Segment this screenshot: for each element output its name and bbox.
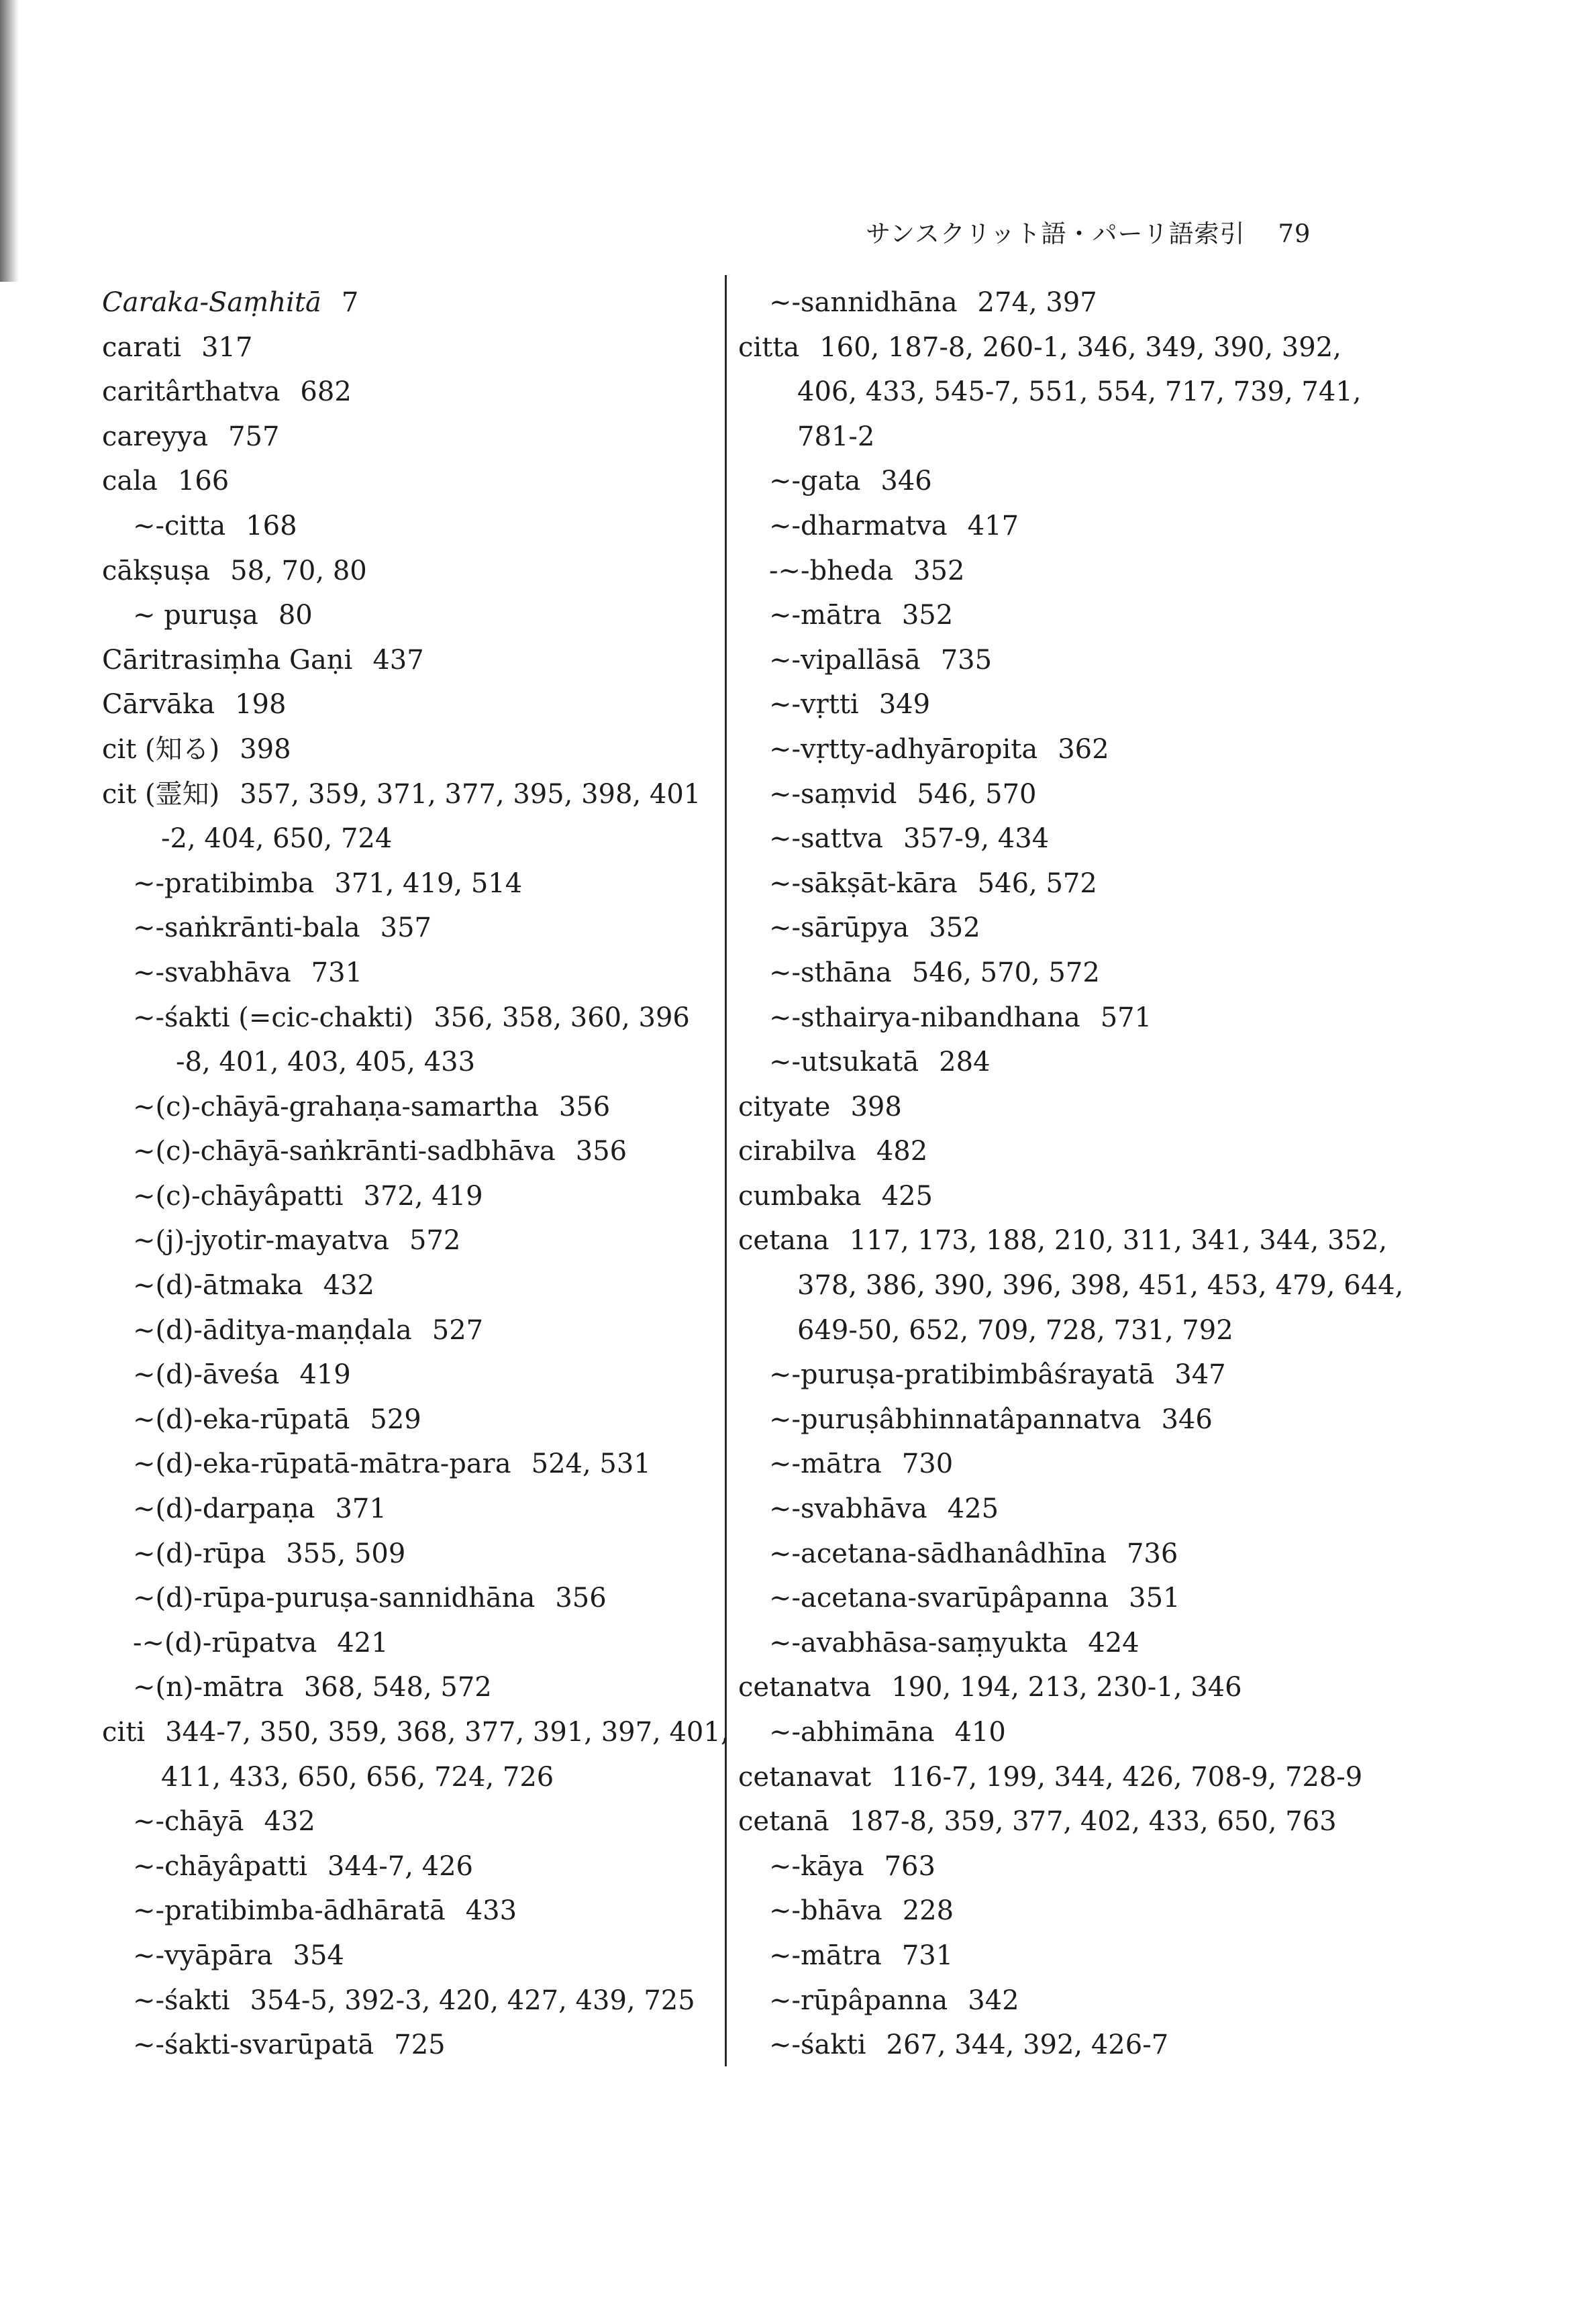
- index-term: ∼(c)-chāyâpatti: [133, 1180, 344, 1212]
- index-subentry: [738, 861, 1342, 906]
- page-references: 342: [968, 1985, 1019, 2016]
- page-references: 736: [1126, 1538, 1178, 1569]
- index-term: ∼-bhāva: [769, 1895, 882, 1927]
- page-references: 432: [323, 1270, 374, 1302]
- index-term: ∼-svabhāva: [133, 957, 291, 988]
- index-subentry: [738, 1710, 1342, 1755]
- page-references: 421: [337, 1627, 389, 1658]
- index-term: ∼-utsukatā: [769, 1047, 919, 1078]
- index-entry: [738, 1799, 1342, 1844]
- index-subentry: [738, 280, 1342, 325]
- page-references: 425: [947, 1493, 999, 1525]
- index-term: carati: [102, 331, 182, 363]
- index-term: ∼-sthāna: [769, 957, 892, 988]
- index-subentry: [738, 682, 1342, 727]
- index-subentry: [738, 1442, 1342, 1487]
- index-term: ∼-puruṣa-pratibimbâśrayatā: [769, 1359, 1155, 1391]
- index-entry: [738, 1174, 1342, 1219]
- index-subentry: [738, 951, 1342, 996]
- index-term: ∼-gata: [769, 466, 861, 497]
- page-references: 398: [240, 733, 291, 765]
- index-subentry: [738, 504, 1342, 549]
- index-term: ∼-mātra: [769, 1448, 882, 1480]
- page-references: 410: [954, 1717, 1006, 1748]
- index-term: ∼-mātra: [769, 600, 882, 631]
- index-term: ∼-pratibimba-ādhāratā: [133, 1895, 446, 1927]
- index-term: -8, 401, 403, 405, 433: [176, 1047, 476, 1078]
- page-references: 757: [228, 421, 280, 452]
- page-references: 730: [901, 1448, 954, 1480]
- page-references: 419: [299, 1359, 351, 1391]
- index-continuation: [738, 1308, 1342, 1353]
- index-term: ∼-rūpâpanna: [769, 1985, 948, 2016]
- page-references: 425: [881, 1180, 933, 1212]
- index-subentry: [102, 1799, 706, 1844]
- page-references: 725: [394, 2029, 446, 2061]
- index-subentry: [738, 906, 1342, 951]
- page-references: 731: [311, 957, 363, 988]
- page-references: 166: [177, 466, 230, 497]
- page-references: 527: [432, 1314, 484, 1346]
- index-term: ∼-acetana-svarūpâpanna: [769, 1583, 1109, 1614]
- index-term: 411, 433, 650, 656, 724, 726: [161, 1761, 554, 1793]
- index-term: -∼-bheda: [769, 555, 894, 586]
- index-subentry: [738, 1844, 1342, 1889]
- index-continuation: [102, 1755, 706, 1800]
- index-subentry: [738, 816, 1342, 861]
- index-continuation: [738, 1263, 1404, 1308]
- index-subentry: [102, 1085, 706, 1130]
- page-references: 371: [335, 1493, 387, 1525]
- page-references: 735: [940, 644, 993, 676]
- index-term: ∼-śakti-svarūpatā: [133, 2029, 374, 2061]
- index-term: cetanatva: [738, 1672, 872, 1703]
- page-references: 524, 531: [531, 1448, 651, 1480]
- page-references: 80: [278, 600, 313, 631]
- page-references: 357: [380, 912, 432, 944]
- index-entry: [102, 727, 706, 772]
- index-subentry: [102, 1576, 706, 1621]
- index-subentry: [738, 593, 1342, 638]
- index-term: cit (霊知): [102, 778, 220, 810]
- page-references: 355, 509: [286, 1538, 406, 1569]
- page-references: 187-8, 359, 377, 402, 433, 650, 763: [849, 1806, 1337, 1838]
- index-term: cetanavat: [738, 1761, 872, 1793]
- index-term: ∼-mātra: [769, 1940, 882, 1971]
- index-subentry: [102, 1308, 706, 1353]
- index-term: cit (知る): [102, 733, 220, 765]
- index-term: ∼-puruṣâbhinnatâpannatva: [769, 1404, 1142, 1435]
- page-references: 362: [1058, 733, 1109, 765]
- index-entry: [102, 772, 706, 817]
- index-term: ∼-sattva: [769, 823, 883, 855]
- index-term: ∼(c)-chāyā-saṅkrānti-sadbhāva: [133, 1136, 556, 1167]
- page-references: 352: [929, 912, 980, 944]
- index-subentry: [102, 1487, 706, 1532]
- index-subentry: [102, 1263, 706, 1308]
- index-term: ∼-vṛtti: [769, 689, 859, 721]
- index-term: ∼-avabhāsa-saṃyukta: [769, 1627, 1068, 1658]
- page-references: 682: [300, 376, 352, 408]
- index-subentry: [102, 1218, 706, 1263]
- page-references: 116-7, 199, 344, 426, 708-9, 728-9: [891, 1761, 1363, 1793]
- index-subentry: [738, 772, 1342, 817]
- index-term: ∼-śakti (=cic-chakti): [133, 1002, 414, 1033]
- column-divider: [725, 275, 727, 2066]
- index-subentry: [738, 1353, 1342, 1397]
- index-subentry: [102, 861, 706, 906]
- page-references: 346: [1161, 1404, 1213, 1435]
- running-title: サンスクリット語・パーリ語索引: [866, 219, 1246, 248]
- index-subentry: [102, 1665, 706, 1710]
- index-subentry: [102, 1174, 706, 1219]
- page-references: 117, 173, 188, 210, 311, 341, 344, 352,: [849, 1225, 1388, 1257]
- index-subentry: [738, 1040, 1342, 1085]
- index-subentry: [738, 1978, 1342, 2023]
- index-term: ∼(d)-rūpa-puruṣa-sannidhāna: [133, 1583, 536, 1614]
- index-entry: [102, 415, 706, 460]
- index-term: careyya: [102, 421, 209, 452]
- page-references: 357, 359, 371, 377, 395, 398, 401: [240, 778, 701, 810]
- index-subentry: [738, 727, 1342, 772]
- index-term: cala: [102, 466, 158, 497]
- page-references: 529: [370, 1404, 421, 1435]
- index-term: caritârthatva: [102, 376, 281, 408]
- index-continuation: [102, 816, 706, 861]
- page-references: 433: [465, 1895, 517, 1927]
- index-term: ∼-svabhāva: [769, 1493, 927, 1525]
- index-term: 649-50, 652, 709, 728, 731, 792: [797, 1314, 1233, 1346]
- index-term: 781-2: [797, 421, 875, 452]
- page-references: 267, 344, 392, 426-7: [886, 2029, 1169, 2061]
- index-subentry: [102, 1844, 706, 1889]
- page-references: 344-7, 350, 359, 368, 377, 391, 397, 401,: [165, 1717, 729, 1748]
- index-subentry: [738, 996, 1342, 1041]
- index-subentry: [102, 1934, 706, 1978]
- index-term: Cāritrasiṃha Gaṇi: [102, 644, 353, 676]
- index-entry: [738, 1665, 1342, 1710]
- index-term: ∼-abhimāna: [769, 1717, 935, 1748]
- page-references: 7: [341, 287, 359, 318]
- index-term: ∼(d)-rūpa: [133, 1538, 266, 1569]
- index-term: ∼-śakti: [133, 1985, 230, 2016]
- index-term: 378, 386, 390, 396, 398, 451, 453, 479, 644,: [797, 1270, 1404, 1302]
- index-subentry: [738, 1934, 1342, 1978]
- index-term: cetana: [738, 1225, 829, 1257]
- page-references: 356: [555, 1583, 607, 1614]
- index-term: ∼(c)-chāyā-grahaṇa-samartha: [133, 1091, 539, 1122]
- index-term: ∼-śakti: [769, 2029, 866, 2061]
- page-references: 344-7, 426: [327, 1850, 473, 1882]
- page-references: 356, 358, 360, 396: [434, 1002, 690, 1033]
- index-term: ∼-vṛtty-adhyāropita: [769, 733, 1038, 765]
- page-references: 731: [901, 1940, 954, 1971]
- index-subentry: [102, 996, 706, 1041]
- index-subentry: [102, 2023, 706, 2068]
- page-header: [866, 213, 1317, 250]
- index-subentry: [738, 459, 1342, 504]
- page-references: 368, 548, 572: [303, 1672, 492, 1703]
- page-references: 58, 70, 80: [230, 555, 367, 586]
- index-term: ∼-sannidhāna: [769, 287, 958, 318]
- index-subentry: [738, 1487, 1342, 1532]
- page-references: 763: [884, 1850, 935, 1882]
- index-term: ∼(d)-ātmaka: [133, 1270, 303, 1302]
- index-term: ∼-sākṣāt-kāra: [769, 867, 958, 899]
- index-subentry: [102, 1532, 706, 1577]
- index-continuation: [102, 1040, 706, 1085]
- index-term: ∼-dharmatva: [769, 510, 948, 541]
- index-subentry: [102, 1397, 706, 1442]
- index-term: ∼(d)-āveśa: [133, 1359, 280, 1391]
- index-subentry: [102, 1621, 706, 1666]
- index-subentry: [738, 1532, 1342, 1577]
- index-entry: [102, 638, 706, 683]
- index-term: ∼(d)-eka-rūpatā: [133, 1404, 350, 1435]
- index-term: -∼(d)-rūpatva: [133, 1627, 317, 1658]
- index-term: cetanā: [738, 1806, 829, 1838]
- index-continuation: [738, 415, 1342, 460]
- index-term: ∼(d)-darpaṇa: [133, 1493, 315, 1525]
- page-references: 572: [409, 1225, 461, 1257]
- index-term: ∼-sthairya-nibandhana: [769, 1002, 1080, 1033]
- index-column-right: [738, 280, 1404, 2068]
- page-references: 228: [902, 1895, 954, 1927]
- page-references: 168: [246, 510, 297, 541]
- index-subentry: [738, 1889, 1342, 1934]
- index-term: Cārvāka: [102, 689, 215, 721]
- page-references: 372, 419: [363, 1180, 483, 1212]
- page-references: 432: [264, 1806, 315, 1838]
- page-references: 354: [293, 1940, 344, 1971]
- index-entry: [738, 1085, 1342, 1130]
- page-references: 354-5, 392-3, 420, 427, 439, 725: [250, 1985, 695, 2016]
- index-term: ∼-sārūpya: [769, 912, 909, 944]
- index-entry: [102, 1710, 729, 1755]
- page-references: 546, 572: [977, 867, 1097, 899]
- index-term: ∼-chāyâpatti: [133, 1850, 307, 1882]
- index-subentry: [738, 549, 1342, 594]
- index-subentry: [102, 906, 706, 951]
- index-term: ∼-saṃvid: [769, 778, 897, 810]
- page-references: 352: [913, 555, 965, 586]
- page-references: 284: [939, 1047, 991, 1078]
- page-references: 398: [850, 1091, 902, 1122]
- page-references: 274, 397: [977, 287, 1097, 318]
- index-term: ∼-kāya: [769, 1850, 864, 1882]
- index-term: cirabilva: [738, 1136, 856, 1167]
- index-term: 406, 433, 545-7, 551, 554, 717, 739, 741,: [797, 376, 1362, 408]
- index-term: ∼-citta: [133, 510, 226, 541]
- index-entry: [102, 682, 706, 727]
- index-term: ∼-vipallāsā: [769, 644, 921, 676]
- index-entry: [102, 549, 706, 594]
- index-term: cumbaka: [738, 1180, 862, 1212]
- index-term: cityate: [738, 1091, 831, 1122]
- index-term: ∼(j)-jyotir-mayatva: [133, 1225, 389, 1257]
- page-references: 357-9, 434: [903, 823, 1050, 855]
- index-term: ∼(d)-āditya-maṇḍala: [133, 1314, 412, 1346]
- index-subentry: [102, 1442, 706, 1487]
- index-entry: [102, 325, 706, 370]
- index-subentry: [102, 1978, 706, 2023]
- page-references: 571: [1100, 1002, 1152, 1033]
- page-references: 424: [1088, 1627, 1140, 1658]
- index-column-left: [102, 280, 729, 2068]
- page-references: 437: [372, 644, 424, 676]
- page-references: 356: [575, 1136, 627, 1167]
- index-subentry: [102, 1353, 706, 1397]
- index-subentry: [102, 504, 706, 549]
- page-references: 352: [901, 600, 954, 631]
- index-subentry: [738, 1621, 1342, 1666]
- index-entry: [102, 370, 706, 415]
- index-subentry: [738, 1397, 1342, 1442]
- index-term: ∼ puruṣa: [133, 600, 258, 631]
- index-subentry: [102, 1129, 706, 1174]
- index-term: citi: [102, 1717, 146, 1748]
- index-subentry: [102, 593, 706, 638]
- index-subentry: [102, 951, 706, 996]
- page-references: 317: [201, 331, 253, 363]
- index-entry: [738, 1755, 1363, 1800]
- page-references: 190, 194, 213, 230-1, 346: [891, 1672, 1242, 1703]
- index-term: ∼(d)-eka-rūpatā-mātra-para: [133, 1448, 511, 1480]
- page-references: 349: [878, 689, 931, 721]
- page-references: 417: [967, 510, 1019, 541]
- index-entry: [738, 325, 1342, 370]
- index-continuation: [738, 370, 1362, 415]
- index-subentry: [738, 1576, 1342, 1621]
- page-references: 546, 570: [917, 778, 1037, 810]
- index-term: -2, 404, 650, 724: [161, 823, 393, 855]
- index-entry: [102, 459, 706, 504]
- page-references: 198: [235, 689, 287, 721]
- index-term: ∼-saṅkrānti-bala: [133, 912, 360, 944]
- page-number: 79: [1278, 219, 1311, 248]
- index-term: citta: [738, 331, 800, 363]
- index-entry: [738, 1129, 1342, 1174]
- index-term: ∼(n)-mātra: [133, 1672, 284, 1703]
- page-references: 371, 419, 514: [334, 867, 523, 899]
- page-references: 351: [1129, 1583, 1180, 1614]
- page-references: 346: [880, 466, 932, 497]
- index-term: ∼-acetana-sādhanâdhīna: [769, 1538, 1107, 1569]
- index-term: ∼-vyāpāra: [133, 1940, 273, 1971]
- page-references: 356: [558, 1091, 611, 1122]
- page-references: 546, 570, 572: [911, 957, 1100, 988]
- index-subentry: [738, 638, 1342, 683]
- index-term: Caraka-Saṃhitā: [102, 287, 321, 318]
- page-references: 482: [876, 1136, 928, 1167]
- index-term: ∼-pratibimba: [133, 867, 315, 899]
- index-entry: [738, 1218, 1388, 1263]
- scan-edge-shadow: [0, 0, 19, 282]
- index-entry: [102, 280, 706, 325]
- index-subentry: [102, 1889, 706, 1934]
- page-references: 160, 187-8, 260-1, 346, 349, 390, 392,: [819, 331, 1342, 363]
- index-term: cākṣuṣa: [102, 555, 211, 586]
- index-subentry: [738, 2023, 1342, 2068]
- page-references: 347: [1174, 1359, 1226, 1391]
- index-term: ∼-chāyā: [133, 1806, 244, 1838]
